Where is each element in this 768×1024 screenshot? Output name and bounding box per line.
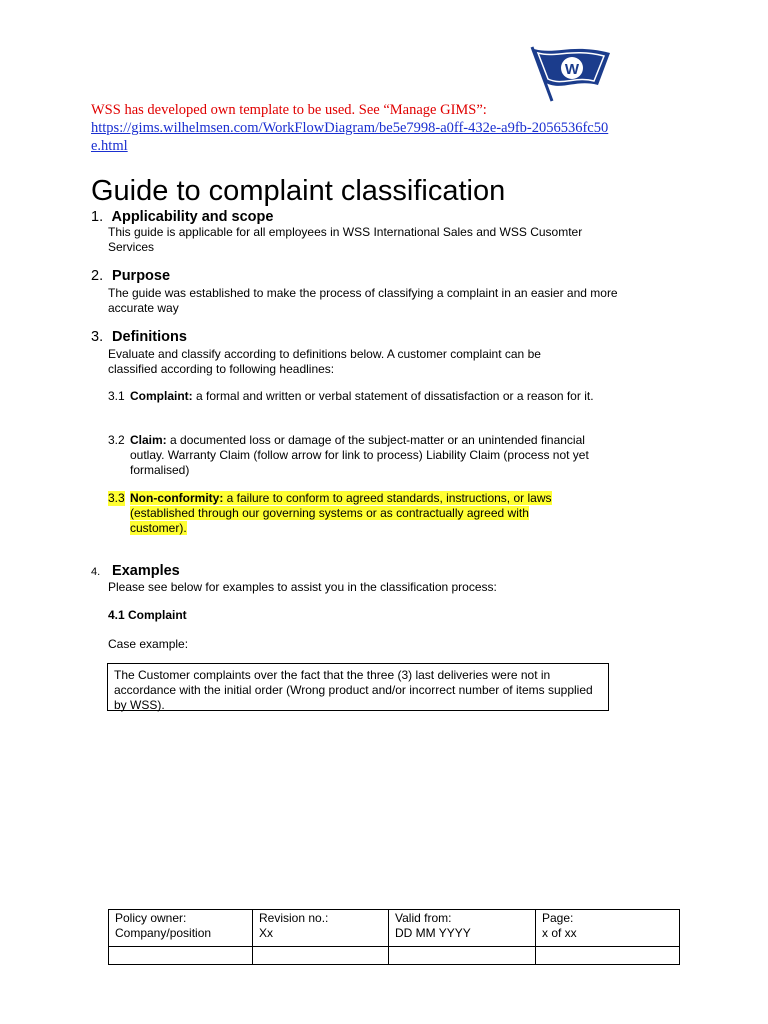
definition-complaint — [108, 389, 608, 404]
footer-row — [109, 910, 680, 947]
footer-value: Xx — [259, 926, 274, 940]
footer-cell-page — [536, 910, 680, 947]
section-1-number: 1. — [91, 209, 104, 225]
section-1-heading — [91, 208, 273, 226]
definition-description: a formal and written or verbal statement of dissatisfaction or a reason for it. — [192, 389, 594, 403]
section-2-heading — [91, 267, 170, 285]
section-3-heading — [91, 328, 187, 346]
definition-non-conformity — [108, 491, 588, 536]
footer-value: DD MM YYYY — [395, 926, 471, 940]
definition-description: a documented loss or damage of the subject-matter or an unintended financial outlay. Warranty Claim (follow arrow for link to process) Liability Claim (process not yet formalised) — [130, 433, 589, 477]
footer-value: x of xx — [542, 926, 577, 940]
footer-spacer-row — [109, 947, 680, 965]
section-4-body: Please see below for examples to assist you in the classification process: — [108, 580, 497, 594]
definition-description: a failure to conform to agreed standards, instructions, or laws (established through our governing systems or as contractually agreed with customer). — [130, 491, 552, 535]
definition-text — [130, 433, 608, 478]
section-2-title: Purpose — [112, 268, 171, 284]
notice-text: WSS has developed own template to be used. See “Manage GIMS”: — [91, 102, 487, 118]
company-logo — [526, 43, 612, 103]
footer-cell-valid-from — [389, 910, 536, 947]
logo-letter: W — [564, 61, 580, 78]
section-4-number: 4. — [91, 566, 101, 578]
section-4-title: Examples — [112, 563, 180, 579]
page-title: Guide to complaint classification — [91, 175, 506, 207]
footer-label: Valid from: — [395, 911, 452, 925]
subsection-4-1-heading: 4.1 Complaint — [108, 608, 187, 622]
definition-number: 3.1 — [108, 389, 125, 403]
section-1-title: Applicability and scope — [111, 209, 274, 225]
section-3-number: 3. — [91, 329, 104, 345]
case-example-box: The Customer complaints over the fact that the three (3) last deliveries were not in accordance with the initial order (Wrong product and/or incorrect number of items supplied by WSS). — [107, 663, 609, 711]
definition-text — [130, 389, 608, 404]
footer-label: Policy owner: — [115, 911, 187, 925]
section-2-number: 2. — [91, 268, 104, 284]
definition-term: Complaint: — [130, 389, 193, 403]
definition-claim — [108, 433, 608, 478]
footer-cell-revision — [253, 910, 389, 947]
section-2-body: The guide was established to make the process of classifying a complaint in an easier and more accurate way — [108, 286, 618, 315]
footer-label: Page: — [542, 911, 574, 925]
template-notice — [91, 101, 611, 155]
definition-term: Non-conformity: — [130, 491, 224, 505]
footer-cell-policy-owner — [109, 910, 253, 947]
section-3-title: Definitions — [112, 329, 187, 345]
section-1-body: This guide is applicable for all employees in WSS International Sales and WSS Cusomter Services — [108, 225, 583, 254]
section-4-heading — [91, 562, 180, 581]
section-3-body: Evaluate and classify according to definitions below. A customer complaint can be classified according to following headlines: — [108, 347, 541, 376]
definition-number: 3.2 — [108, 433, 125, 447]
footer-label: Revision no.: — [259, 911, 329, 925]
flag-logo-icon — [526, 43, 612, 103]
case-example-label: Case example: — [108, 637, 189, 651]
gims-link[interactable]: https://gims.wilhelmsen.com/WorkFlowDiagram/be5e7998-a0ff-432e-a9fb-2056536fc50e.html — [91, 120, 609, 154]
document-footer-table — [108, 909, 680, 965]
definition-text — [130, 491, 588, 536]
definition-term: Claim: — [130, 433, 167, 447]
footer-value: Company/position — [115, 926, 212, 940]
definition-number: 3.3 — [108, 491, 125, 505]
